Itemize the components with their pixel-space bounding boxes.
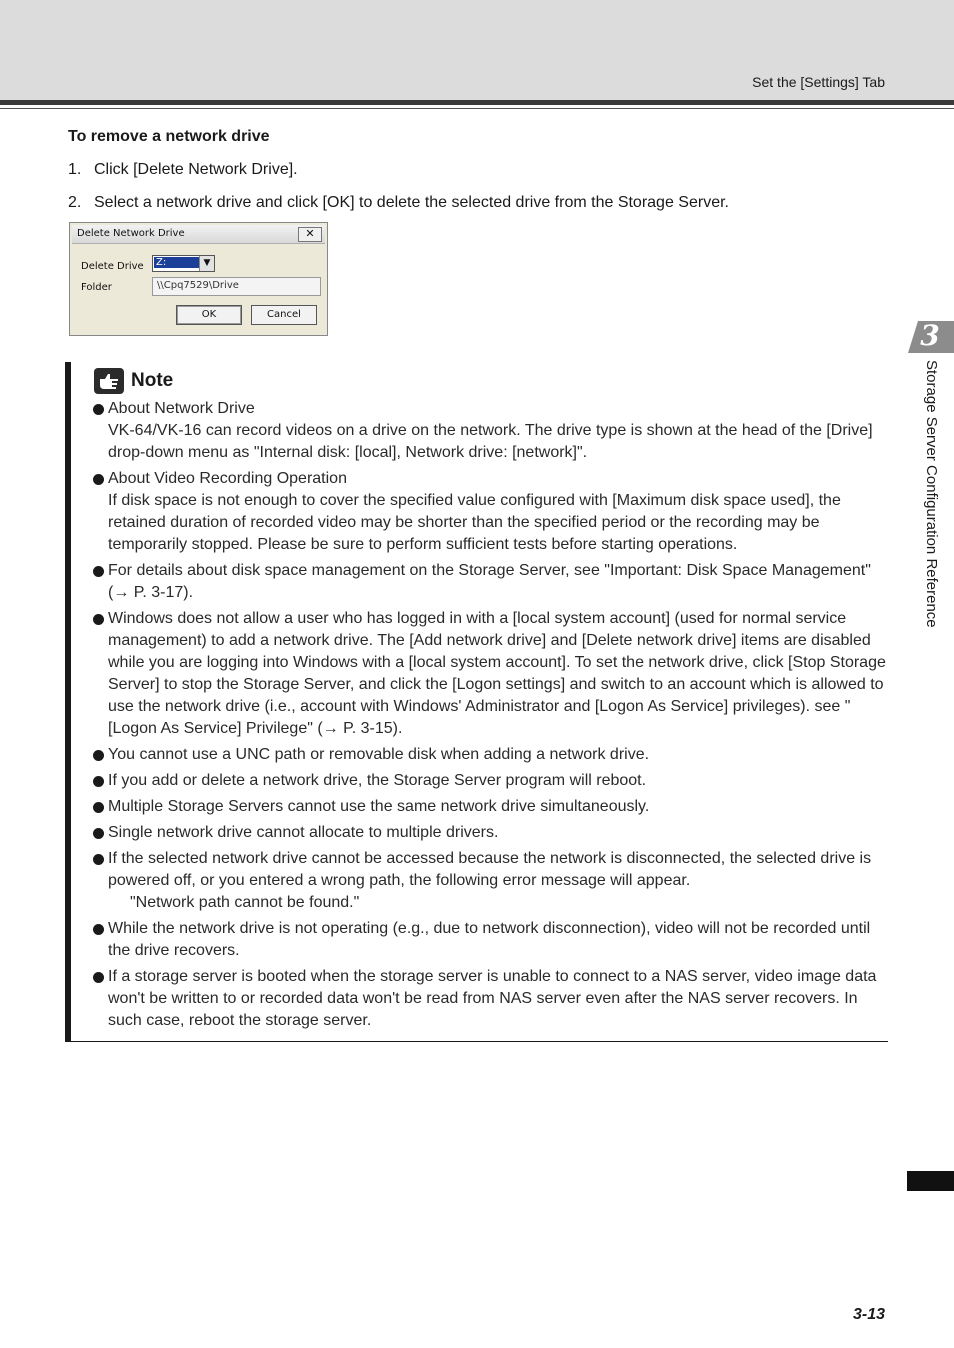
header-rule-thick — [0, 100, 954, 105]
note-title: Note — [131, 370, 174, 391]
dialog-title: Delete Network Drive — [77, 228, 185, 239]
running-header: Set the [Settings] Tab — [752, 74, 885, 90]
note-item-heading: About Network Drive — [108, 400, 255, 417]
error-message: "Network path cannot be found." — [130, 894, 360, 911]
bullet-icon — [93, 972, 104, 983]
note-list-item — [92, 770, 892, 792]
folder-label: Folder — [81, 282, 112, 293]
note-item-text: For details about disk space management on the Storage Server, see "Important: Disk Space Management" (→ P. 3-17). — [108, 562, 871, 601]
bullet-icon — [93, 404, 104, 415]
note-item-text: Windows does not allow a user who has logged in with a [local system account] (used for normal service management) to add a network drive. The [Add network drive] and [Delete network drive] items are disabled while you are logging into Windows with a [local system account]. To set the network drive, click [Stop Storage Server] to stop the Storage Server, and click the [Logon settings] and switch to an account which is allowed to use the network drive (i.e., account with Windows' Administrator and [Logon As Service] privileges). see "[Logon As Service] Privilege" (→ P. 3-15). — [108, 610, 886, 737]
note-list-item — [92, 848, 892, 914]
note-item-text: If disk space is not enough to cover the specified value configured with [Maximum disk space used], the retained duration of recorded video may be shorter than the specified period or the recording may be temporarily stopped. Please be sure to perform sufficient tests before starting operations. — [108, 492, 841, 553]
note-list-item — [92, 966, 892, 1032]
note-bottom-rule — [65, 1041, 888, 1042]
note-item-text: While the network drive is not operating (e.g., due to network disconnection), video will not be recorded until the drive recovers. — [108, 920, 871, 959]
delete-drive-label: Delete Drive — [81, 261, 144, 272]
pointing-hand-icon — [94, 368, 124, 394]
note-list-item — [92, 822, 892, 844]
note-item-text: If you add or delete a network drive, the Storage Server program will reboot. — [108, 772, 647, 789]
bullet-icon — [93, 802, 104, 813]
dialog-titlebar — [72, 225, 325, 244]
bullet-icon — [93, 566, 104, 577]
step-number: 2. — [68, 194, 82, 211]
chapter-title: Storage Server Configuration Reference — [923, 360, 940, 628]
bullet-icon — [93, 828, 104, 839]
bullet-icon — [93, 854, 104, 865]
note-list-item — [92, 560, 892, 604]
note-item-text: Multiple Storage Servers cannot use the same network drive simultaneously. — [108, 798, 650, 815]
note-item-text: You cannot use a UNC path or removable disk when adding a network drive. — [108, 746, 650, 763]
note-list-item — [92, 796, 892, 818]
note-item-text: If a storage server is booted when the storage server is unable to connect to a NAS server, video image data won't be written to or recorded data won't be read from NAS server even after the NAS server recovers. In such case, reboot the storage server. — [108, 968, 877, 1029]
note-item-heading: About Video Recording Operation — [108, 470, 347, 487]
delete-drive-value: Z: — [154, 257, 200, 268]
cancel-button[interactable]: Cancel — [251, 305, 317, 325]
delete-network-drive-dialog — [69, 222, 328, 336]
note-list-item — [92, 398, 892, 464]
folder-field: \\Cpq7529\Drive — [152, 277, 321, 296]
ok-button[interactable]: OK — [176, 305, 242, 325]
step-1 — [68, 161, 298, 179]
chapter-number: 3 — [920, 319, 940, 352]
section-heading: To remove a network drive — [68, 128, 270, 145]
note-list-item — [92, 608, 892, 740]
bullet-icon — [93, 614, 104, 625]
page-number: 3-13 — [852, 1306, 885, 1323]
chevron-down-icon[interactable]: ▼ — [199, 256, 214, 271]
note-item-text: Single network drive cannot allocate to multiple drivers. — [108, 824, 499, 841]
note-item-text: VK-64/VK-16 can record videos on a drive on the network. The drive type is shown at the head of the [Drive] drop-down menu as "Internal disk: [local], Network drive: [network]". — [108, 422, 873, 461]
note-list-item — [92, 468, 892, 556]
header-rule-thin — [0, 108, 954, 109]
note-list — [92, 398, 892, 1036]
bullet-icon — [93, 776, 104, 787]
step-text: Select a network drive and click [OK] to delete the selected drive from the Storage Server. — [94, 194, 729, 211]
side-marker-block — [907, 1171, 954, 1191]
note-item-text: If the selected network drive cannot be accessed because the network is disconnected, the selected drive is powered off, or you entered a wrong path, the following error message will appear. — [108, 850, 872, 889]
note-list-item — [92, 918, 892, 962]
step-text: Click [Delete Network Drive]. — [94, 161, 298, 178]
note-list-item — [92, 744, 892, 766]
bullet-icon — [93, 474, 104, 485]
close-icon[interactable]: ✕ — [298, 227, 322, 242]
step-number: 1. — [68, 161, 82, 178]
bullet-icon — [93, 924, 104, 935]
note-side-bar — [65, 362, 71, 1042]
delete-drive-select[interactable] — [152, 255, 215, 272]
bullet-icon — [93, 750, 104, 761]
step-2 — [68, 194, 729, 212]
